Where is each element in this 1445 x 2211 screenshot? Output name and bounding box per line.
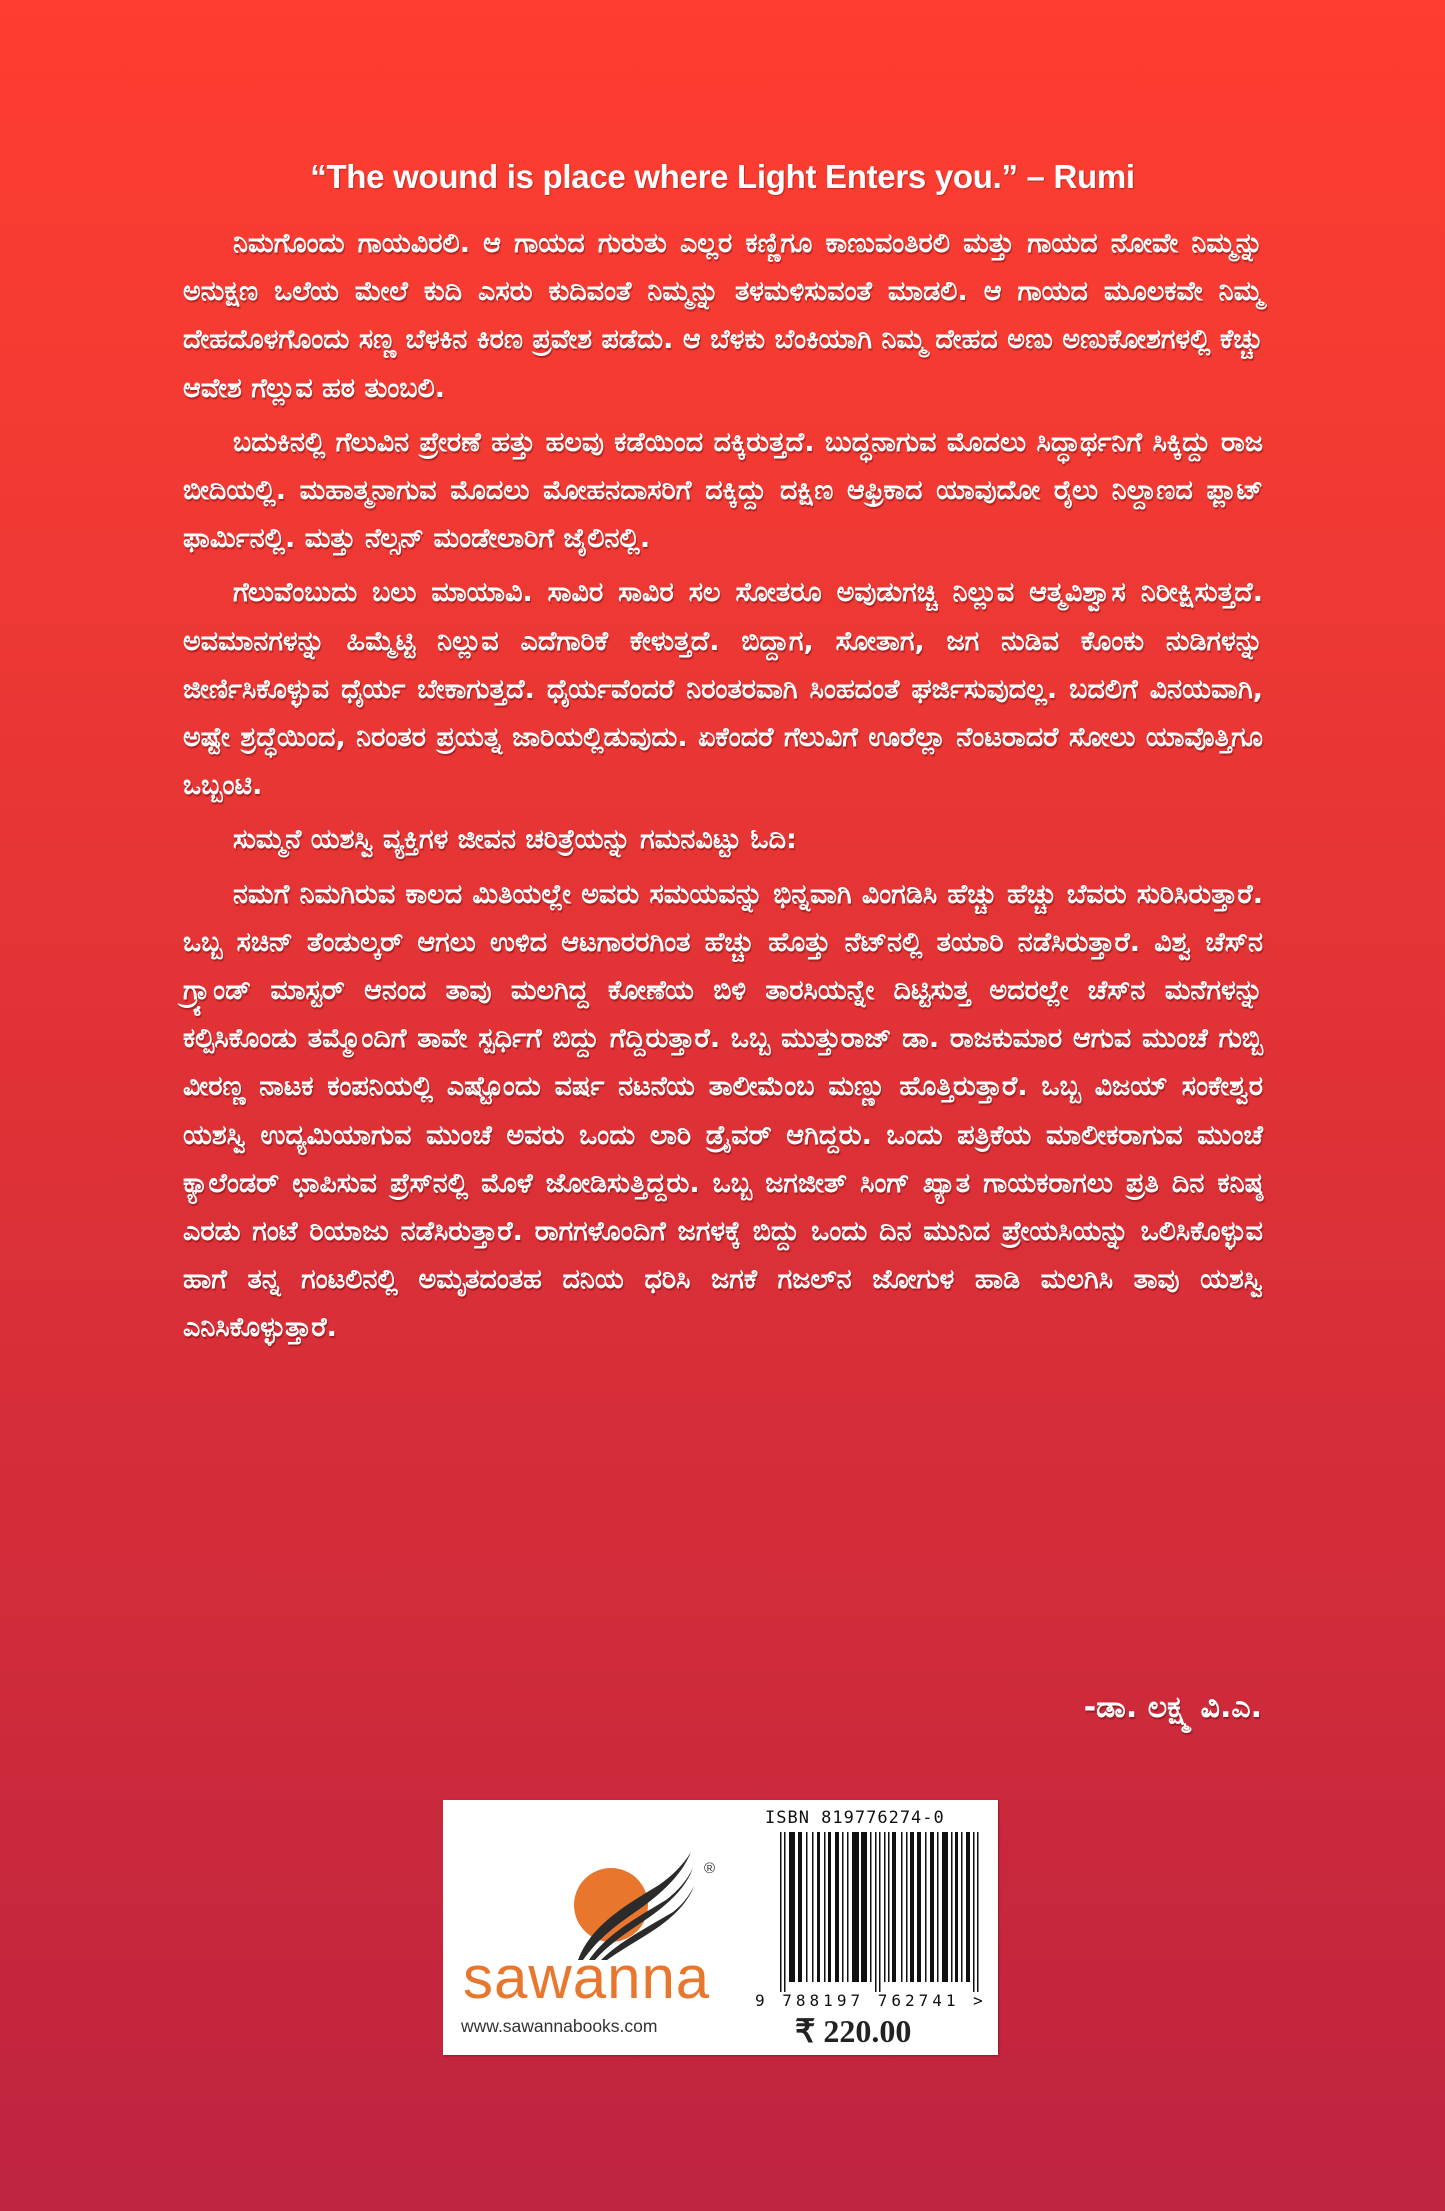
isbn-group-2: 762741 [877, 1991, 960, 2010]
price-label: ₹ 220.00 [795, 2013, 912, 2049]
barcode-icon [780, 1832, 980, 1992]
author-signature: -ಡಾ. ಲಕ್ಷ್ಮ ವಿ.ಎ. [1083, 1690, 1262, 1725]
blurb-text [183, 220, 1263, 1353]
isbn-lead-digit: 9 [755, 1991, 769, 2010]
paragraph-3: ಗೆಲುವೆಂಬುದು ಬಲು ಮಾಯಾವಿ. ಸಾವಿರ ಸಾವಿರ ಸಲ ಸೋತರೂ ಅವುಡುಗಚ್ಚಿ ನಿಲ್ಲುವ ಆತ್ಮವಿಶ್ವಾಸ ನಿರೀಕ್ಷಿಸುತ್ತದೆ. ಅವಮಾನಗಳನ್ನು ಹಿಮ್ಮೆಟ್ಟಿ ನಿಲ್ಲುವ ಎದೆಗಾರಿಕೆ ಕೇಳುತ್ತದೆ. ಬಿದ್ದಾಗ, ಸೋತಾಗ, ಜಗ ನುಡಿವ ಕೊಂಕು ನುಡಿಗಳನ್ನು ಜೀರ್ಣಿಸಿಕೊಳ್ಳುವ ಧೈರ್ಯ ಬೇಕಾಗುತ್ತದೆ. ಧೈರ್ಯವೆಂದರೆ ನಿರಂತರವಾಗಿ ಸಿಂಹದಂತೆ ಘರ್ಜಿಸುವುದಲ್ಲ. ಬದಲಿಗೆ ವಿನಯವಾಗಿ, ಅಷ್ಟೇ ಶ್ರದ್ಧೆಯಿಂದ, ನಿರಂತರ ಪ್ರಯತ್ನ ಜಾರಿಯಲ್ಲಿಡುವುದು. ಏಕೆಂದರೆ ಗೆಲುವಿಗೆ ಊರೆಲ್ಲಾ ನೆಂಟರಾದರೆ ಸೋಲು ಯಾವೊತ್ತಿಗೂ ಒಬ್ಬಂಟಿ. [183, 577, 1263, 802]
publisher-logo [461, 1830, 721, 2036]
epigraph-quote: “The wound is place where Light Enters you.” – Rumi [310, 158, 1135, 195]
isbn-tail-marker: > [973, 1991, 987, 2010]
publisher-url: www.sawannabooks.com [461, 2016, 658, 2036]
isbn-label: ISBN 819776274-0 [765, 1808, 945, 1828]
paragraph-4: ಸುಮ್ಮನೆ ಯಶಸ್ವಿ ವ್ಯಕ್ತಿಗಳ ಜೀವನ ಚರಿತ್ರೆಯನ್ನು ಗಮನವಿಟ್ಟು ಓದಿ: [233, 824, 797, 856]
isbn-digits [755, 1991, 987, 2010]
registered-mark: ® [704, 1860, 716, 1877]
paragraph-2: ಬದುಕಿನಲ್ಲಿ ಗೆಲುವಿನ ಪ್ರೇರಣೆ ಹತ್ತು ಹಲವು ಕಡೆಯಿಂದ ದಕ್ಕಿರುತ್ತದೆ. ಬುದ್ಧನಾಗುವ ಮೊದಲು ಸಿದ್ಧಾರ್ಥನಿಗೆ ಸಿಕ್ಕಿದ್ದು ರಾಜ ಬೀದಿಯಲ್ಲಿ. ಮಹಾತ್ಮನಾಗುವ ಮೊದಲು ಮೋಹನದಾಸರಿಗೆ ದಕ್ಕಿದ್ದು ದಕ್ಷಿಣ ಆಫ್ರಿಕಾದ ಯಾವುದೋ ರೈಲು ನಿಲ್ದಾಣದ ಫ್ಲಾಟ್ ಫಾರ್ಮಿನಲ್ಲಿ. ಮತ್ತು ನೆಲ್ಸನ್ ಮಂಡೇಲಾರಿಗೆ ಜೈಲಿನಲ್ಲಿ. [183, 426, 1263, 555]
isbn-group-1: 788197 [782, 1991, 865, 2010]
sun-swoosh-icon [461, 1830, 721, 1960]
paragraph-1: ನಿಮಗೊಂದು ಗಾಯವಿರಲಿ. ಆ ಗಾಯದ ಗುರುತು ಎಲ್ಲರ ಕಣ್ಣಿಗೂ ಕಾಣುವಂತಿರಲಿ ಮತ್ತು ಗಾಯದ ನೋವೇ ನಿಮ್ಮನ್ನು ಅನುಕ್ಷಣ ಒಲೆಯ ಮೇಲೆ ಕುದಿ ಎಸರು ಕುದಿವಂತೆ ನಿಮ್ಮನ್ನು ತಳಮಳಿಸುವಂತೆ ಮಾಡಲಿ. ಆ ಗಾಯದ ಮೂಲಕವೇ ನಿಮ್ಮ ದೇಹದೊಳಗೊಂದು ಸಣ್ಣ ಬೆಳಕಿನ ಕಿರಣ ಪ್ರವೇಶ ಪಡೆದು. ಆ ಬೆಳಕು ಬೆಂಕಿಯಾಗಿ ನಿಮ್ಮ ದೇಹದ ಅಣು ಅಣುಕೋಶಗಳಲ್ಲಿ ಕೆಚ್ಚು ಆವೇಶ ಗೆಲ್ಲುವ ಹಠ ತುಂಬಲಿ. [183, 228, 1263, 404]
paragraph-5: ನಮಗೆ ನಿಮಗಿರುವ ಕಾಲದ ಮಿತಿಯಲ್ಲೇ ಅವರು ಸಮಯವನ್ನು ಭಿನ್ನವಾಗಿ ವಿಂಗಡಿಸಿ ಹೆಚ್ಚು ಹೆಚ್ಚು ಬೆವರು ಸುರಿಸಿರುತ್ತಾರೆ. ಒಬ್ಬ ಸಚಿನ್ ತೆಂಡುಲ್ಕರ್ ಆಗಲು ಉಳಿದ ಆಟಗಾರರಗಿಂತ ಹೆಚ್ಚು ಹೊತ್ತು ನೆಟ್‌ನಲ್ಲಿ ತಯಾರಿ ನಡೆಸಿರುತ್ತಾರೆ. ವಿಶ್ವ ಚೆಸ್‌ನ ಗ್ರ್ಯಾಂಡ್ ಮಾಸ್ಟರ್ ಆನಂದ ತಾವು ಮಲಗಿದ್ದ ಕೋಣೆಯ ಬಿಳಿ ತಾರಸಿಯನ್ನೇ ದಿಟ್ಟಿಸುತ್ತ ಅದರಲ್ಲೇ ಚೆಸ್‌ನ ಮನೆಗಳನ್ನು ಕಲ್ಪಿಸಿಕೊಂಡು ತಮ್ಮೊಂದಿಗೆ ತಾವೇ ಸ್ಪರ್ಧಿಗೆ ಬಿದ್ದು ಗೆದ್ದಿರುತ್ತಾರೆ. ಒಬ್ಬ ಮುತ್ತುರಾಜ್ ಡಾ. ರಾಜಕುಮಾರ ಆಗುವ ಮುಂಚೆ ಗುಬ್ಬಿ ವೀರಣ್ಣ ನಾಟಕ ಕಂಪನಿಯಲ್ಲಿ ಎಷ್ಟೊಂದು ವರ್ಷ ನಟನೆಯ ತಾಲೀಮೆಂಬ ಮಣ್ಣು ಹೊತ್ತಿರುತ್ತಾರೆ. ಒಬ್ಬ ವಿಜಯ್ ಸಂಕೇಶ್ವರ ಯಶಸ್ವಿ ಉದ್ಯಮಿಯಾಗುವ ಮುಂಚೆ ಅವರು ಒಂದು ಲಾರಿ ಡ್ರೈವರ್ ಆಗಿದ್ದರು. ಒಂದು ಪತ್ರಿಕೆಯ ಮಾಲೀಕರಾಗುವ ಮುಂಚೆ ಕ್ಯಾಲೆಂಡರ್ ಛಾಪಿಸುವ ಪ್ರೆಸ್‌ನಲ್ಲಿ ಮೊಳೆ ಜೋಡಿಸುತ್ತಿದ್ದರು. ಒಬ್ಬ ಜಗಜೀತ್ ಸಿಂಗ್ ಖ್ಯಾತ ಗಾಯಕರಾಗಲು ಪ್ರತಿ ದಿನ ಕನಿಷ್ಠ ಎರಡು ಗಂಟೆ ರಿಯಾಜು ನಡೆಸಿರುತ್ತಾರೆ. ರಾಗಗಳೊಂದಿಗೆ ಜಗಳಕ್ಕೆ ಬಿದ್ದು ಒಂದು ದಿನ ಮುನಿದ ಪ್ರೇಯಸಿಯನ್ನು ಒಲಿಸಿಕೊಳ್ಳುವ ಹಾಗೆ ತನ್ನ ಗಂಟಲಿನಲ್ಲಿ ಅಮೃತದಂತಹ ದನಿಯ ಧರಿಸಿ ಜಗಕೆ ಗಜಲ್‌ನ ಜೋಗುಳ ಹಾಡಿ ಮಲಗಿಸಿ ತಾವು ಯಶಸ್ವಿ ಎನಿಸಿಕೊಳ್ಳುತ್ತಾರೆ. [183, 878, 1263, 1344]
publisher-name: sawanna [463, 1944, 711, 2011]
publisher-barcode-label [443, 1800, 998, 2055]
